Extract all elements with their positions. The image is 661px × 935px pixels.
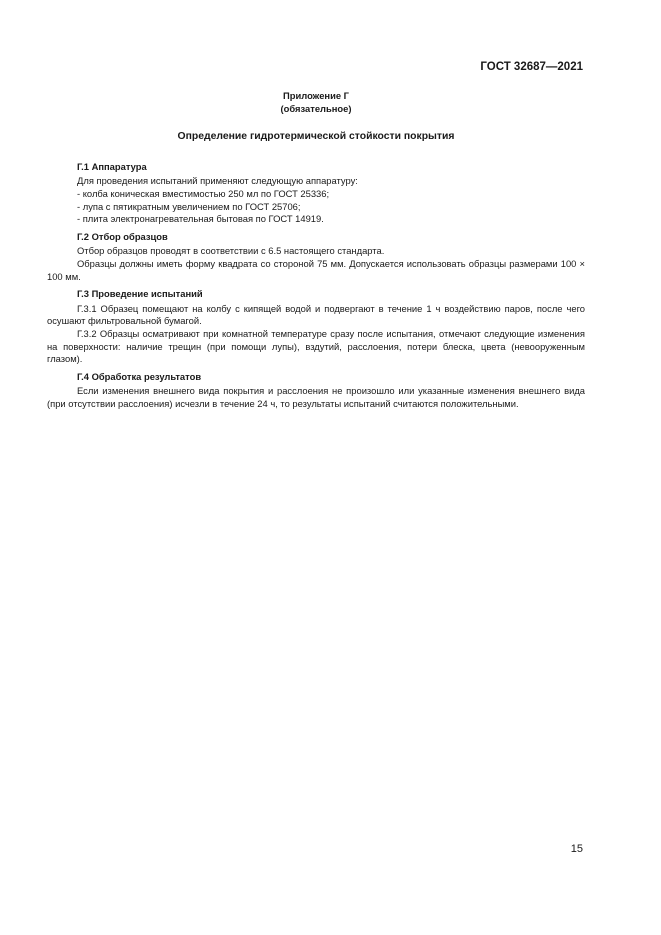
paragraph: Если изменения внешнего вида покрытия и расслоения не произошло или указанные изменения внешнего вида (при отсутствии расслоения) исчезли в течение 24 ч, то результаты испытаний считаются положительными. — [47, 385, 585, 409]
list-item: - колба коническая вместимостью 250 мл по ГОСТ 25336; — [77, 187, 330, 199]
page-content — [47, 90, 585, 410]
list-item: - лупа с пятикратным увеличением по ГОСТ 25706; — [77, 200, 301, 212]
paragraph: Г.3.2 Образцы осматривают при комнатной температуре сразу после испытания, отмечают следующие изменения на поверхности: наличие трещин (при помощи лупы), вздутий, расслоения, потери блеска, цвета (невооруженным глазом). — [47, 327, 585, 365]
paragraph: Г.3.1 Образец помещают на колбу с кипящей водой и подвергают в течение 1 ч воздействию паров, после чего осушают фильтровальной бумагой. — [47, 302, 585, 327]
list-item: - плита электронагревательная бытовая по ГОСТ 14919. — [77, 213, 324, 225]
appendix-status: (обязательное) — [280, 102, 352, 114]
section-heading-g4: Г.4 Обработка результатов — [77, 370, 202, 382]
paragraph: Для проведения испытаний применяют следующую аппаратуру: — [77, 175, 358, 187]
appendix-label: Приложение Г — [283, 90, 349, 101]
paragraph: Отбор образцов проводят в соответствии с 6.5 настоящего стандарта. — [77, 245, 385, 257]
standard-code: ГОСТ 32687—2021 — [480, 61, 583, 73]
section-heading-g2: Г.2 Отбор образцов — [77, 230, 168, 242]
appendix-title: Определение гидротермической стойкости покрытия — [177, 131, 455, 143]
page-number: 15 — [570, 843, 583, 855]
section-heading-g3: Г.3 Проведение испытаний — [77, 288, 203, 300]
section-heading-g1: Г.1 Аппаратура — [77, 160, 147, 172]
paragraph: Образцы должны иметь форму квадрата со стороной 75 мм. Допускается использовать образцы размерами 100 × 100 мм. — [47, 257, 585, 282]
